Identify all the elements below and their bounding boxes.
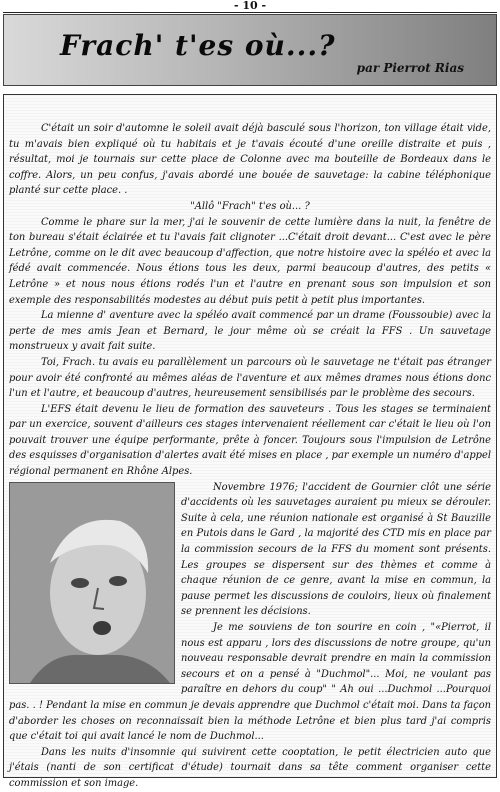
- portrait-photo-icon: [10, 483, 174, 683]
- portrait-photo: [9, 482, 175, 684]
- top-rule: [3, 12, 497, 13]
- article-text: [9, 121, 491, 792]
- paragraph-quote: "Allô "Frach" t'es où... ?: [190, 200, 310, 212]
- article-body-frame: [3, 94, 497, 789]
- paragraph: C'était un soir d'automne le soleil avait déjà basculé sous l'horizon, ton village était vide, tu m'avais bien expliqué où tu habitais et je t'avais écouté d'une oreille distraite et puis , résultat, moi je tournais sur cette place de Colonne avec ma bouteille de Bordeaux dans le coffre. Alors, un peu confus, j'avais abordé une bouée de sauvetage: la cabine téléphonique planté sur cette place. .: [9, 123, 491, 197]
- article-byline: par Pierrot Rias: [356, 61, 464, 75]
- paragraph: Dans les nuits d'insomnie qui suivirent cette cooptation, le petit électricien auto que j'étais (nanti de son certificat d'étude) tournait dans sa tête comment organiser cette commission et son image.: [9, 746, 491, 789]
- page-number: - 10 -: [233, 0, 267, 12]
- paragraph: Comme le phare sur la mer, j'ai le souvenir de cette lumière dans la nuit, la fenêtre de ton bureau s'était éclairée et tu l'avais fait clignoter ...C'était droit devant... C'est avec le père Letrône, comme on le dit avec beaucoup d'affection, que notre histoire avec la spéléo et avec la fédé avait commencée. Nous étions tous les deux, parmi beaucoup d'autres, des petits « Letrône » et nous nous étions rodés l'un et l'autre en prenant sous son impulsion et son exemple des responsabilités modestes au début puis petit à petit plus importantes.: [9, 216, 491, 306]
- paragraph: La mienne d' aventure avec la spéléo avait commencé par un drame (Foussoubie) avec la perte de mes amis Jean et Bernard, le jour même où se créait la FFS . Un sauvetage monstrueux y avait fait suite.: [9, 310, 491, 353]
- paragraph: Je me souviens de ton sourire en coin , "«Pierrot, il nous est apparu , lors des discussions de notre groupe, qu'un nouveau responsable devrait prendre en main la commission secours et on a pensé à "Duchmol"... Moi, ne voulant pas paraître en dehors du coup" " Ah oui ...Duchmol ...Pourquoi pas. . ! Pendant la mise en commun je devais apprendre que Duchmol c'était moi. Dans ta façon d'aborder les choses on reconnaissait bien la méthode Letrône et bien plus tard j'ai compris que c'était toi qui avait lancé le nom de Duchmol...: [9, 622, 491, 743]
- paragraph: Novembre 1976; l'accident de Gournier clôt une série d'accidents où les sauvetages auraient pu mieux se dérouler. Suite à cela, une réunion nationale est organisé à St Bauzille en Putois dans le Gard , la majorité des CTD mis en place par la commission secours de la FFS du moment sont présents. Les groupes se dispersent sur des thèmes et comme à chaque réunion de ce genre, avant la mise en commun, la pause permet les discussions de couloirs, lieux où finalement se prennent les décisions.: [181, 481, 491, 618]
- title-banner: [3, 14, 497, 86]
- article-title: Frach' t'es où...?: [60, 29, 336, 62]
- paragraph: L'EFS était devenu le lieu de formation des sauveteurs . Tous les stages se terminaient par un exercice, souvent d'ailleurs ces stages intervenaient réellement car c'était le lieu où l'on pouvait trouver une équipe performante, prête à foncer. Toujours sous l'impulsion de Letrône des esquisses d'organisation d'alertes avait été mises en place , par exemple un numéro d'appel régional permanent en Rhône Alpes.: [9, 403, 491, 478]
- paragraph: Toi, Frach. tu avais eu parallèlement un parcours où le sauvetage ne t'était pas étranger pour avoir été confronté au mêmes aléas de l'aventure et aux mêmes drames nous étions donc l'un et l'autre, et beaucoup d'autres, heureusement sensibilisés par le problème des secours.: [9, 356, 491, 400]
